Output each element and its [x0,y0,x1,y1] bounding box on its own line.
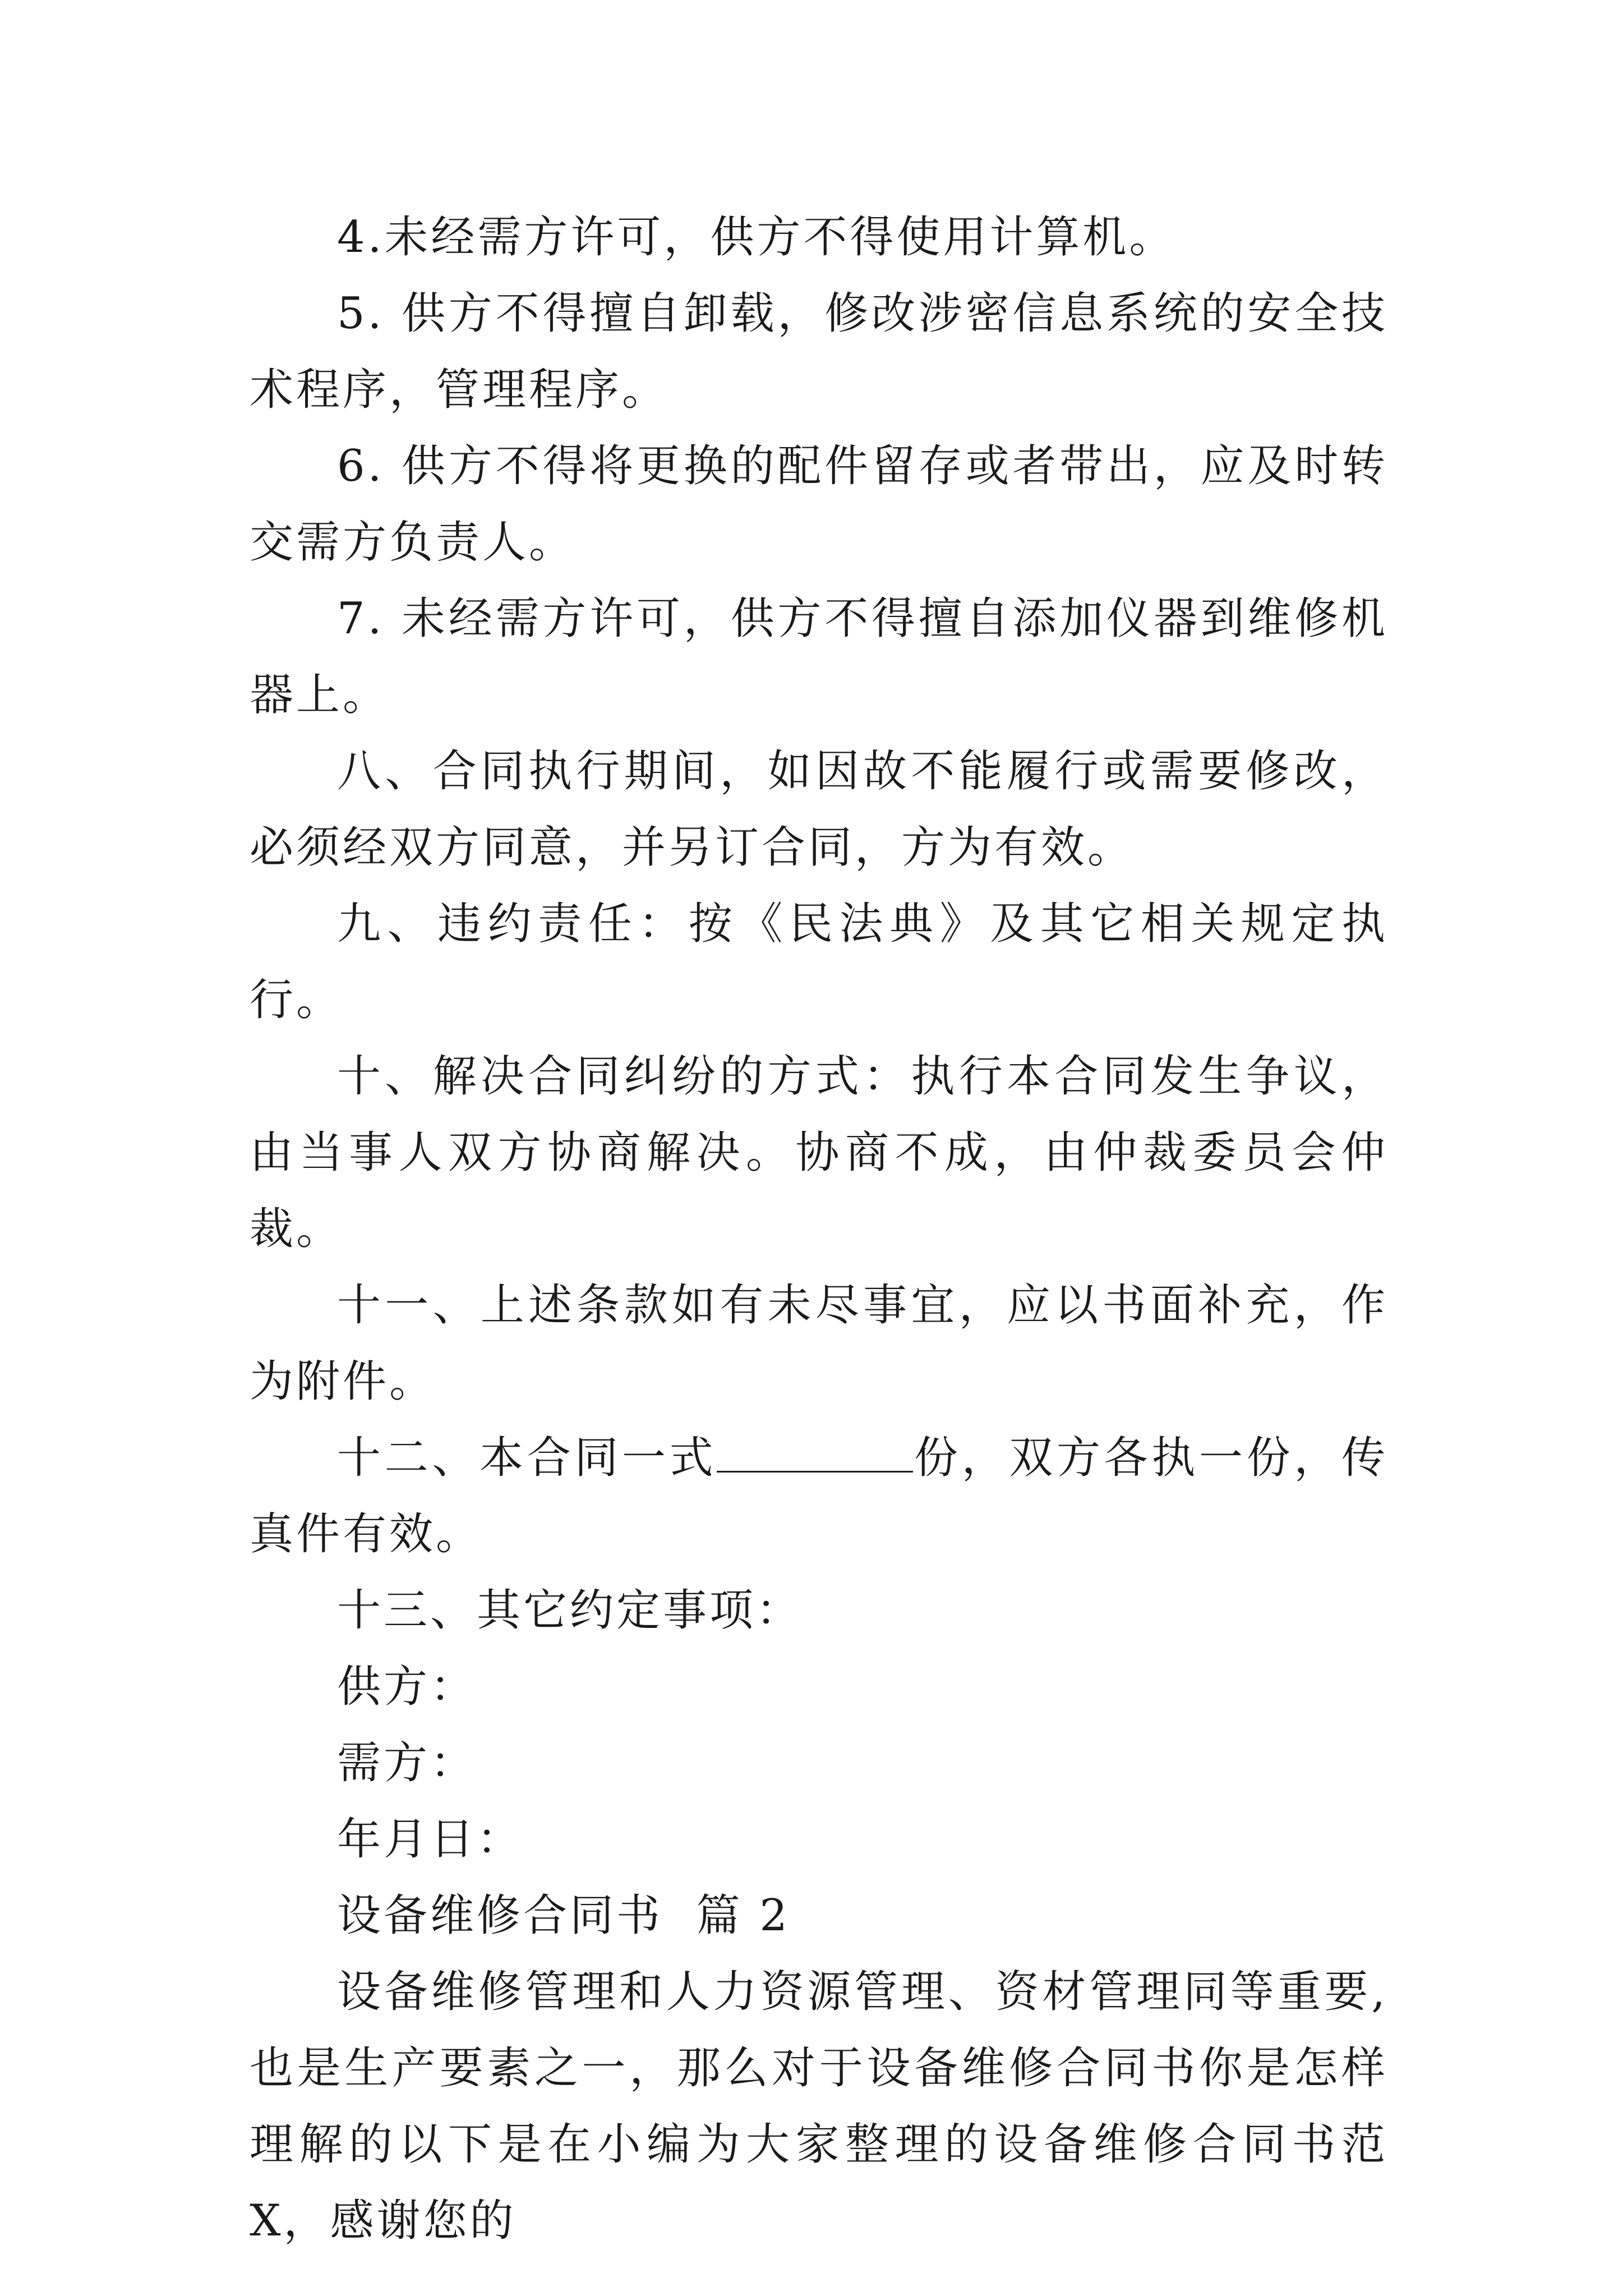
section-heading: 设备维修合同书 篇 2 [337,1890,791,1941]
article-12-before: 十二、本合同一式 [337,1433,717,1483]
article-11: 十一、上述条款如有未尽事宜，应以书面补充，作为附件。 [250,1280,1388,1407]
copies-blank-line [717,1436,913,1473]
article-9: 九、违约责任：按《民法典》及其它相关规定执行。 [250,899,1388,1025]
document-body [250,199,1388,2259]
article-8: 八、合同执行期间，如因故不能履行或需要修改，必须经双方同意，并另订合同，方为有效。 [250,746,1388,873]
article-12 [250,1420,1388,1572]
clause-7: 7. 未经需方许可，供方不得擅自添加仪器到维修机器上。 [250,593,1388,720]
clause-4: 4.未经需方许可，供方不得使用计算机。 [337,212,1176,263]
intro-paragraph: 设备维修管理和人力资源管理、资材管理同等重要,也是生产要素之一，那么对于设备维修合同书你是怎样理解的以下是在小编为大家整理的设备维修合同书范 X，感谢您的 [250,1967,1388,2246]
article-12-after: 份，双方各执一份，传真件有效。 [250,1433,1388,1559]
supplier-signature-label: 供方： [337,1662,477,1712]
article-13: 十三、其它约定事项： [337,1585,803,1636]
clause-6: 6. 供方不得将更换的配件留存或者带出，应及时转交需方负责人。 [250,441,1388,568]
article-10: 十、解决合同纠纷的方式：执行本合同发生争议，由当事人双方协商解决。协商不成，由仲裁委员会仲裁。 [250,1051,1388,1254]
date-label: 年月日： [337,1814,524,1865]
clause-5: 5. 供方不得擅自卸载，修改涉密信息系统的安全技术程序，管理程序。 [250,288,1388,415]
buyer-signature-label: 需方： [337,1738,477,1788]
